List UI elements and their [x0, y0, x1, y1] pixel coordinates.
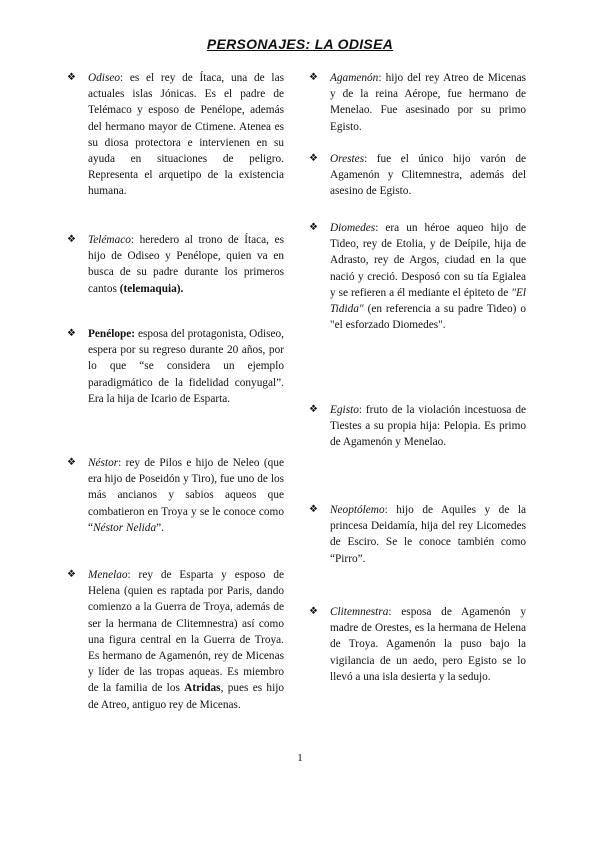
entry-neoptolemo — [309, 502, 526, 567]
emphasis: (telemaquia). — [119, 282, 184, 295]
entry-orestes — [309, 151, 526, 200]
character-name: Agamenón — [330, 72, 379, 84]
diamond-bullet-icon: ❖ — [67, 72, 76, 83]
character-description: : era un héroe aqueo hijo de Tideo, rey de Etolia, y de Deípile, hija de Adrasto, rey de Argos, ciudad en la que nació y creció. Desposó con su tía Egialea y se refieren a él mediante el épiteto de — [330, 222, 526, 299]
character-description: : hijo de Aquiles y de la princesa Deidamía, hija del rey Licomedes de Esciro. Se le conoce también como “Pirro”. — [330, 504, 526, 565]
diamond-bullet-icon: ❖ — [309, 222, 318, 233]
character-description-tail: (en referencia a su padre Tideo) o "el esforzado Diomedes". — [330, 303, 526, 332]
character-name: Telémaco — [88, 234, 131, 246]
entry-clitemnestra — [309, 604, 526, 685]
character-name: Diomedes — [330, 222, 376, 234]
character-description: : esposa de Agamenón y madre de Orestes, es la hermana de Helena de Troya. Agamenón la puso bajo la vigilancia de un aedo, pero Egisto se lo llevó a una isla desierta y la sedujo. — [330, 606, 526, 683]
diamond-bullet-icon: ❖ — [67, 569, 76, 580]
entry-egisto — [309, 402, 526, 451]
character-description: esposa del protagonista, Odiseo, espera por su regreso durante 20 años, por lo que “se considera un ejemplo paradigmático de la fidelidad conyugal”. Era la hija de Icario de Esparta. — [88, 328, 284, 405]
entry-diomedes — [309, 220, 526, 333]
character-description: : rey de Esparta y esposo de Helena (quien es raptada por Paris, dando comienzo a la Guerra de Troya, además de ser la hermana de Clitemnestra) así como una figura central en la Guerra de Troya. Es hermano de Agamenón, rey de Micenas y líder de las tropas aqueas. Es miembro de la familia de los — [88, 569, 284, 695]
character-name: Clitemnestra — [330, 606, 389, 618]
character-description: : fruto de la violación incestuosa de Tiestes a su propia hija: Pelopia. Es primo de Agamenón y Menelao. — [330, 404, 526, 449]
emphasis: Néstor Nelida — [93, 521, 157, 534]
character-description-tail: ”. — [156, 521, 164, 534]
character-name: Penélope: — [88, 328, 136, 340]
diamond-bullet-icon: ❖ — [309, 153, 318, 164]
page-number: 1 — [297, 752, 303, 764]
diamond-bullet-icon: ❖ — [309, 504, 318, 515]
entry-telemaco — [67, 232, 284, 297]
diamond-bullet-icon: ❖ — [309, 404, 318, 415]
character-name: Odiseo — [88, 72, 121, 84]
diamond-bullet-icon: ❖ — [309, 606, 318, 617]
entry-nestor — [67, 455, 284, 536]
page-title: PERSONAJES: LA ODISEA — [206, 36, 394, 52]
character-name: Orestes — [330, 153, 365, 165]
character-name: Neoptólemo — [330, 504, 385, 516]
emphasis: Atridas — [184, 682, 221, 695]
character-name: Egisto — [330, 404, 359, 416]
diamond-bullet-icon: ❖ — [67, 457, 76, 468]
character-description-tail: , pues es hijo de Atreo, antiguo rey de Micenas. — [88, 682, 284, 711]
entry-odiseo — [67, 70, 284, 200]
character-description: : fue el único hijo varón de Agamenón y Clitemnestra, además del asesino de Egisto. — [330, 153, 526, 198]
diamond-bullet-icon: ❖ — [309, 72, 318, 83]
diamond-bullet-icon: ❖ — [67, 328, 76, 339]
emphasis: "El Tidida" — [330, 286, 526, 316]
character-name: Néstor — [88, 457, 119, 469]
entry-penelope — [67, 326, 284, 407]
character-description: : hijo del rey Atreo de Micenas y de la reina Aérope, fue hermano de Menelao. Fue asesinado por su primo Egisto. — [330, 72, 526, 133]
entry-menelao — [67, 567, 284, 713]
character-description: : rey de Pilos e hijo de Neleo (que era hijo de Poseidón y Tiro), fue uno de los más ancianos y sabios aqueos que combatieron en Troya y se le conoce como “ — [88, 457, 284, 534]
character-description: : heredero al trono de Ítaca, es hijo de Odiseo y Penélope, quien va en busca de su padre durante los primeros cantos — [88, 234, 284, 295]
character-name: Menelao — [88, 569, 128, 581]
character-description: : es el rey de Ítaca, una de las actuales islas Jónicas. Es el padre de Telémaco y esposo de Penélope, además del hermano mayor de Ctimene. Atenea es su diosa protectora e intervienen en su ayuda en situaciones de peligro. Representa el arquetipo de la existencia humana. — [88, 72, 284, 198]
entry-agamenon — [309, 70, 526, 135]
diamond-bullet-icon: ❖ — [67, 234, 76, 245]
